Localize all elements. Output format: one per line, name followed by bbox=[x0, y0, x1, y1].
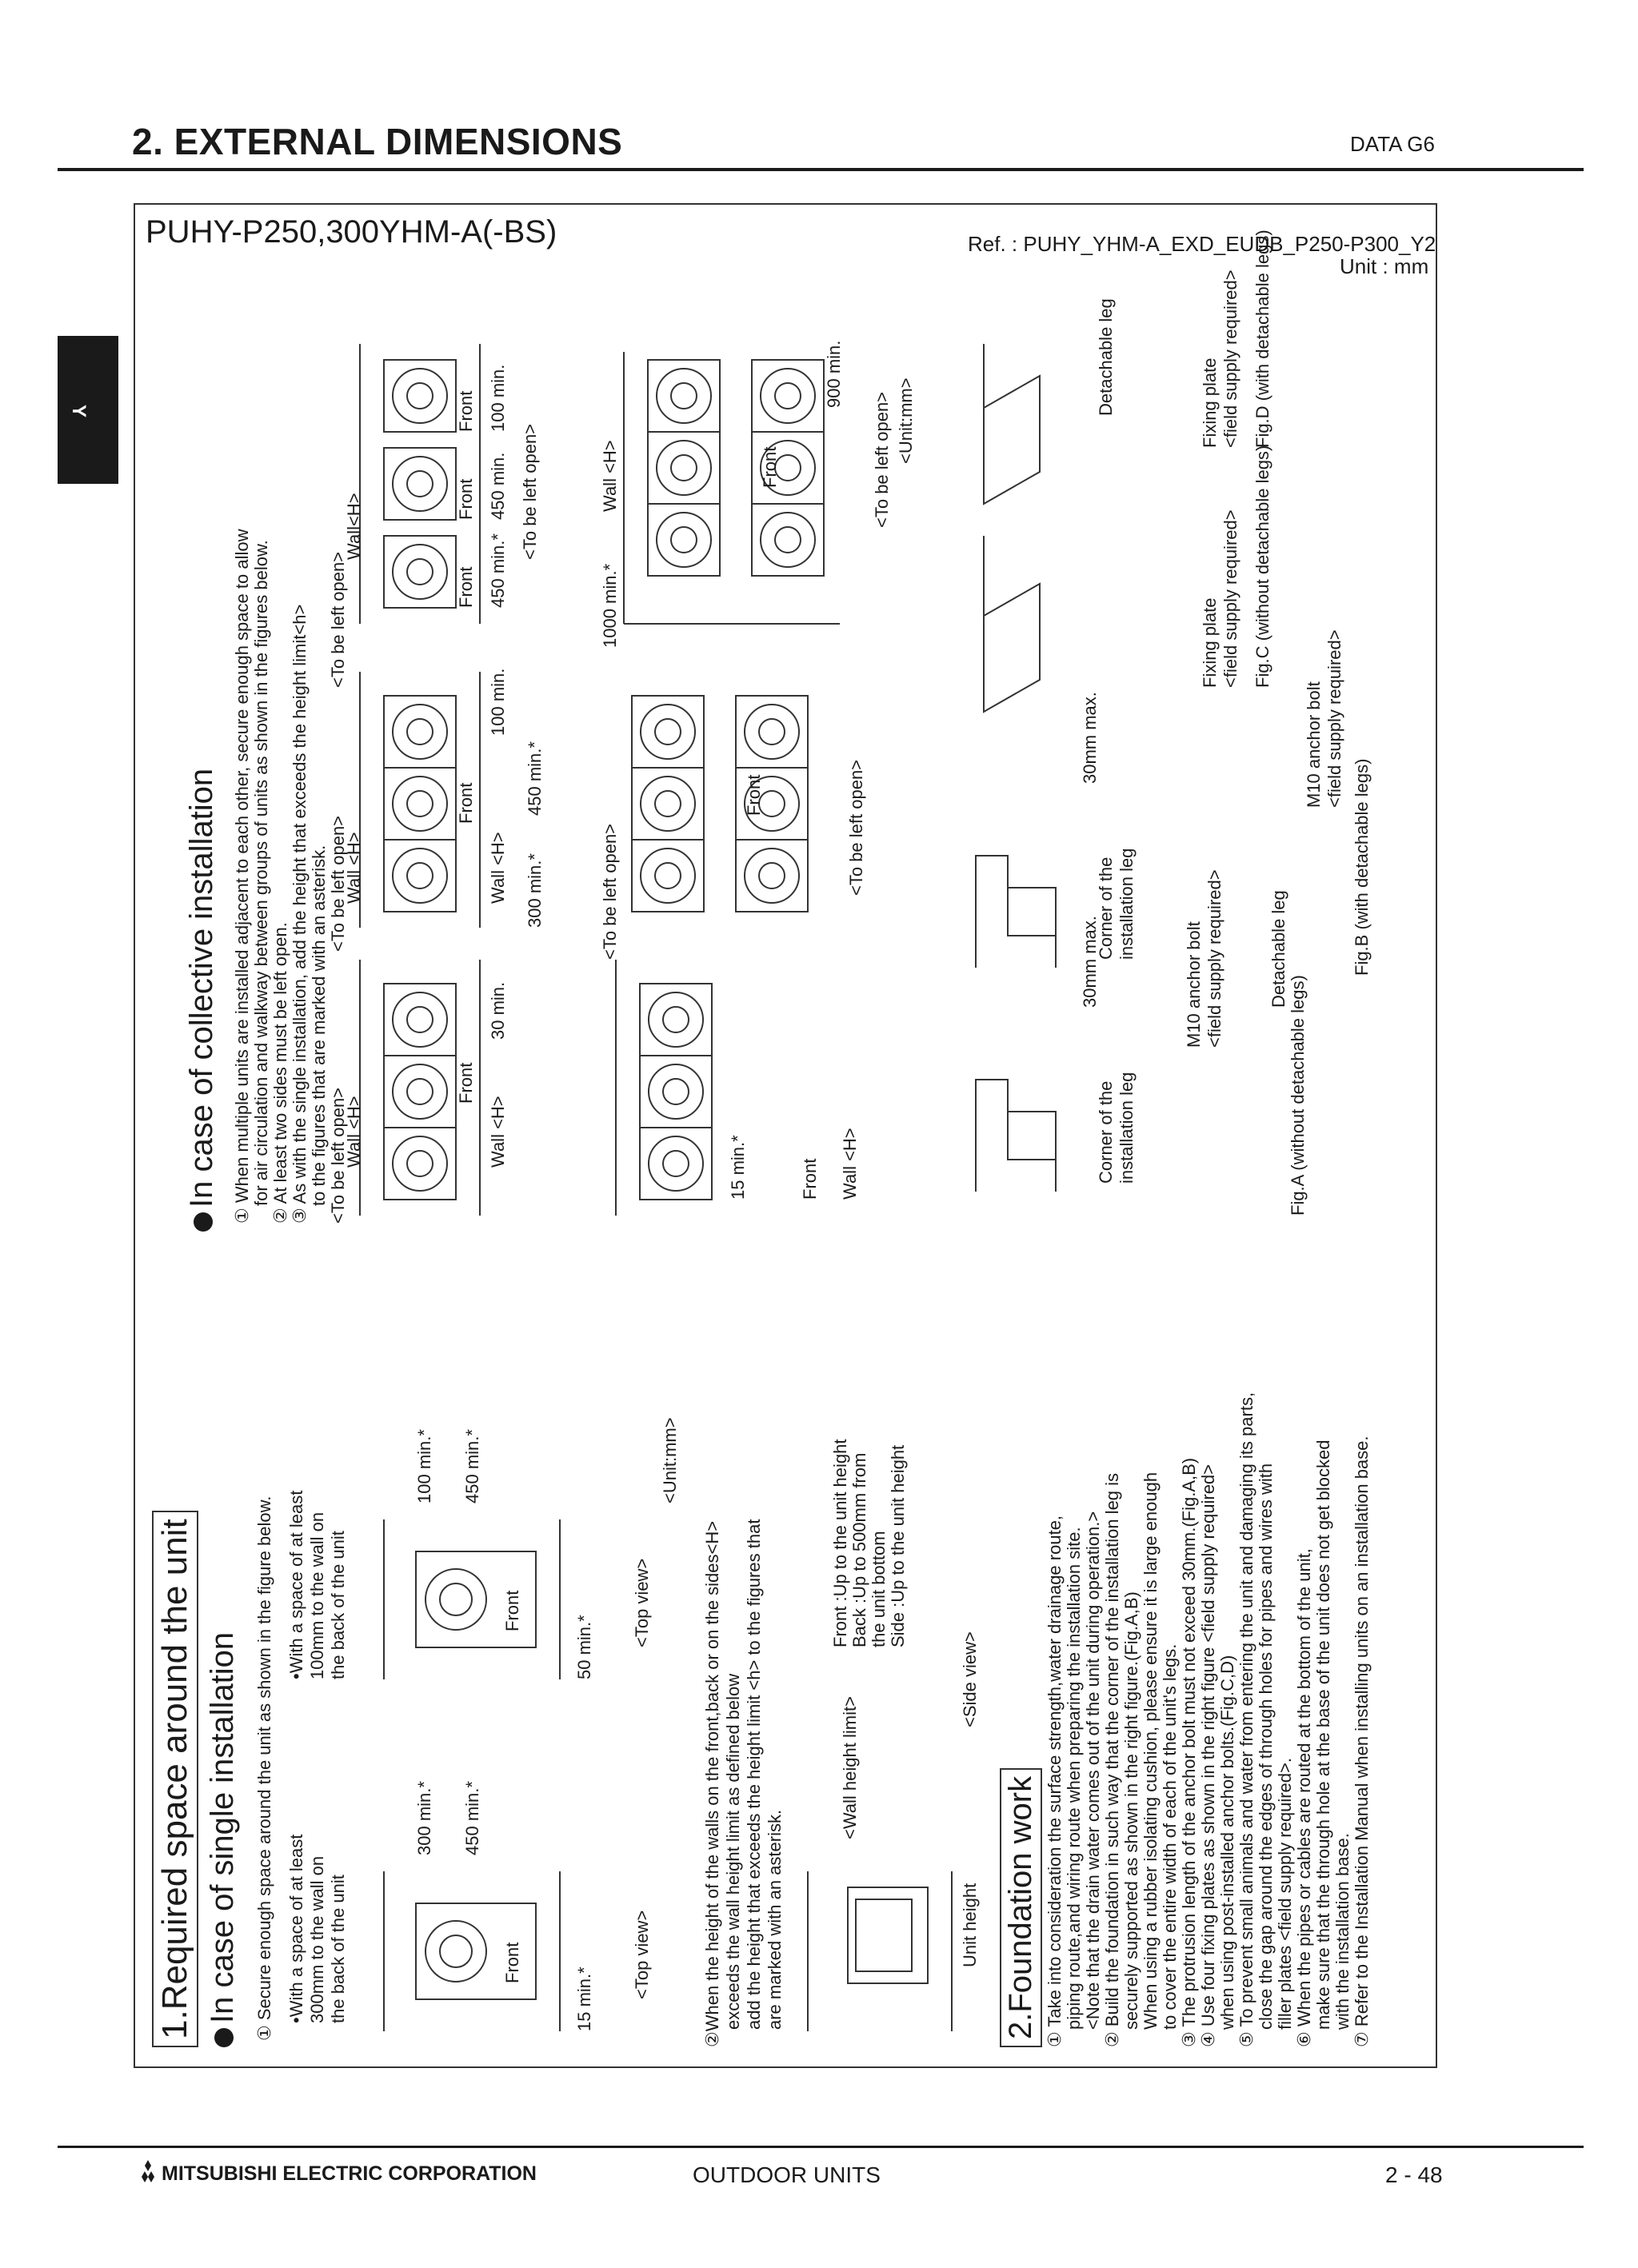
single-top-views bbox=[360, 1455, 616, 2031]
foundation-note: When using a rubber isolating cushion, please ensure it is large enough bbox=[1141, 1471, 1161, 2030]
anchor-label-1: M10 anchor bolt bbox=[1304, 681, 1324, 808]
fixing-label-2: <field supply required> bbox=[1221, 270, 1240, 448]
wall-h-label: Wall <H> bbox=[344, 1096, 364, 1168]
section1-title: 1.Required space around the unit bbox=[152, 1511, 198, 2047]
wall-limit-label: <Wall height limit> bbox=[840, 1696, 860, 1839]
corner-label-1: Corner of the bbox=[1096, 856, 1116, 960]
fixing-label-1: Fixing plate bbox=[1200, 597, 1220, 688]
wall-limit-1: Front :Up to the unit height bbox=[830, 1439, 850, 1647]
single-note-2-3: add the height that exceeds the height limit <h> to the figures that bbox=[744, 1519, 764, 2030]
foundation-note: piping route,and wiring route when preparing the installation site. bbox=[1064, 1527, 1084, 2030]
dim-300: 300 min.* bbox=[414, 1781, 434, 1855]
foundation-note: ⑥ When the pipes or cables are routed at the bottom of the unit, bbox=[1294, 1548, 1314, 2047]
front-label: Front bbox=[456, 478, 476, 520]
footer-section: OUTDOOR UNITS bbox=[693, 2162, 881, 2187]
collective-note: ② At least two sides must be left open. bbox=[270, 922, 290, 1224]
foundation-note: ⑦ Refer to the Installation Manual when installing units on an installation base. bbox=[1352, 1435, 1372, 2047]
open-label: <To be left open> bbox=[520, 423, 540, 560]
max30-label: 30mm max. bbox=[1080, 692, 1100, 784]
collective-heading bbox=[184, 769, 220, 1232]
foundation-note: filler plates <field supply required>. bbox=[1275, 1758, 1295, 2030]
front-label: Front bbox=[456, 1062, 476, 1104]
section2-title: 2.Foundation work bbox=[1000, 1768, 1042, 2047]
corner-label-2: installation leg bbox=[1117, 848, 1137, 960]
fixing-label-2: <field supply required> bbox=[1221, 509, 1240, 688]
mitsubishi-logo-icon bbox=[136, 2160, 160, 2182]
bullet-b-3: the back of the unit bbox=[328, 1531, 348, 1679]
front-label: Front bbox=[456, 566, 476, 608]
open-label: <To be left open> bbox=[328, 1087, 348, 1224]
dim-15: 15 min.* bbox=[728, 1135, 748, 1200]
wall-h-label: Wall<H> bbox=[344, 493, 364, 560]
wall-h-label: Wall <H> bbox=[600, 440, 620, 512]
dim-30: 30 min. bbox=[488, 981, 508, 1040]
dim-450: 450 min.* bbox=[462, 1429, 482, 1503]
foundation-note: ① Take into consideration the surface strength,water drainage route, bbox=[1045, 1515, 1065, 2047]
dim-100b: 100 min. bbox=[488, 668, 508, 736]
bullet-dot bbox=[214, 2028, 234, 2047]
dim-300: 300 min.* bbox=[525, 853, 545, 928]
figD-label: Fig.D (with detachable legs) bbox=[1252, 230, 1272, 448]
single-install-heading bbox=[205, 1632, 241, 2047]
foundation-note: ④ Use four fixing plates as shown in the right figure <field supply required> bbox=[1198, 1463, 1218, 2047]
collective-note: to the figures that are marked with an asterisk. bbox=[309, 845, 329, 1206]
open-label: <To be left open> bbox=[872, 391, 892, 528]
wall-h-label: Wall <H> bbox=[488, 1096, 508, 1168]
bullet-b-2: 100mm to the wall on bbox=[307, 1511, 327, 1679]
wall-h-label: Wall <H> bbox=[488, 832, 508, 904]
open-label: <To be left open> bbox=[328, 815, 348, 952]
max30-label: 30mm max. bbox=[1080, 916, 1100, 1008]
side-tab bbox=[58, 336, 118, 484]
fixing-label-1: Fixing plate bbox=[1200, 357, 1220, 448]
side-view-diagram bbox=[792, 1855, 968, 2031]
foundation-note: close the gap around the edges of through holes for pipes and wires with bbox=[1256, 1463, 1276, 2030]
open-label: <To be left open> bbox=[328, 551, 348, 688]
dim-900: 900 min. bbox=[824, 340, 844, 408]
wall-h-label: Wall <H> bbox=[344, 832, 364, 904]
side-tab-label: Y bbox=[68, 404, 90, 418]
unit-mm-label: <Unit:mm> bbox=[896, 377, 916, 464]
corner-label-2: installation leg bbox=[1117, 1072, 1137, 1184]
wall-h-label: Wall <H> bbox=[840, 1128, 860, 1200]
foundation-note: when using post-installed anchor bolts.(Fig.C,D) bbox=[1217, 1655, 1237, 2030]
dim-450: 450 min.* bbox=[462, 1781, 482, 1855]
dim-15: 15 min.* bbox=[574, 1967, 594, 2031]
header-rule bbox=[58, 168, 1584, 171]
front-label: Front bbox=[456, 782, 476, 824]
single-note-1: ① Secure enough space around the unit as shown in the figure below. bbox=[254, 1495, 274, 2041]
side-view-label: <Side view> bbox=[960, 1631, 980, 1727]
foundation-note: with the installation base. bbox=[1332, 1833, 1352, 2030]
open-label: <To be left open> bbox=[600, 823, 620, 960]
bullet-b-1: •With a space of at least bbox=[286, 1490, 306, 1679]
single-note-2-2: exceeds the wall height limit as defined below bbox=[723, 1673, 743, 2030]
collective-title: In case of collective installation bbox=[184, 768, 219, 1208]
bullet-dot bbox=[194, 1212, 213, 1232]
foundation-note: ⑤ To prevent small animals and water from entering the unit and damaging its parts, bbox=[1236, 1392, 1256, 2047]
foundation-note: <Note that the drain water comes out of the unit during operation.> bbox=[1083, 1511, 1103, 2030]
anchor-label-2: <field supply required> bbox=[1205, 869, 1225, 1048]
bullet-a-3: the back of the unit bbox=[328, 1875, 348, 2023]
unit-height-label: Unit height bbox=[960, 1883, 980, 1967]
dim-1000: 1000 min.* bbox=[600, 563, 620, 648]
figA-label: Fig.A (without detachable legs) bbox=[1288, 975, 1308, 1216]
front-label: Front bbox=[456, 390, 476, 432]
dim-450b: 450 min. bbox=[488, 452, 508, 520]
collective-row-2 bbox=[600, 272, 856, 1232]
bullet-a-2: 300mm to the wall on bbox=[307, 1855, 327, 2023]
unit-label: Unit : mm bbox=[1340, 254, 1429, 278]
dim-450: 450 min.* bbox=[488, 533, 508, 608]
unit-mm-label: <Unit:mm> bbox=[660, 1417, 680, 1503]
corporation-name: MITSUBISHI ELECTRIC CORPORATION bbox=[162, 2162, 537, 2185]
anchor-label-2: <field supply required> bbox=[1324, 629, 1344, 808]
foundation-note: make sure that the through hole at the base of the unit does not get blocked bbox=[1313, 1439, 1333, 2030]
foundation-note: to cover the entire width of each of the unit's legs. bbox=[1160, 1643, 1180, 2030]
front-label: Front bbox=[744, 774, 764, 816]
single-install-title: In case of single installation bbox=[205, 1631, 240, 2023]
anchor-label-1: M10 anchor bolt bbox=[1184, 921, 1204, 1048]
front-label: Front bbox=[800, 1158, 820, 1200]
wall-limit-4: Side :Up to the unit height bbox=[888, 1444, 908, 1647]
single-note-2-1: ②When the height of the walls on the front,back or on the sides<H> bbox=[702, 1520, 722, 2047]
collective-note: ③ As with the single installation, add the height that exceeds the height limit<h> bbox=[290, 604, 310, 1224]
dim-50: 50 min.* bbox=[574, 1615, 594, 1679]
reference-id: Ref. : PUHY_YHM-A_EXD_EUDB_P250-P300_Y2 bbox=[968, 232, 1436, 256]
foundation-note: ② Build the foundation in such way that the corner of the installation leg is bbox=[1102, 1472, 1122, 2047]
wall-limit-3: the unit bottom bbox=[869, 1531, 889, 1647]
collective-note: for air circulation and walkway between groups of units as shown in the figures below. bbox=[251, 540, 271, 1206]
open-label: <To be left open> bbox=[846, 759, 866, 896]
dim-100: 100 min.* bbox=[414, 1429, 434, 1503]
front-label: Front bbox=[502, 1942, 522, 1983]
collective-note: ① When multiple units are installed adjacent to each other, secure enough space to allow bbox=[232, 529, 252, 1224]
front-label: Front bbox=[502, 1590, 522, 1631]
footer-rule bbox=[58, 2146, 1584, 2148]
front-label: Front bbox=[760, 446, 780, 488]
page-title: 2. EXTERNAL DIMENSIONS bbox=[132, 121, 623, 162]
page-number: 2 - 48 bbox=[1385, 2162, 1443, 2187]
wall-limit-2: Back :Up to 500mm from bbox=[849, 1452, 869, 1647]
foundation-note: securely supported as shown in the right figure.(Fig.A,B) bbox=[1121, 1591, 1141, 2030]
bullet-a-1: •With a space of at least bbox=[286, 1834, 306, 2023]
figC-label: Fig.C (without detachable legs) bbox=[1252, 445, 1272, 688]
detachable-leg-label: Detachable leg bbox=[1268, 890, 1288, 1008]
top-view-label: <Top view> bbox=[632, 1558, 652, 1647]
single-note-2-4: are marked with an asterisk. bbox=[765, 1809, 785, 2030]
model-name: PUHY-P250,300YHM-A(-BS) bbox=[146, 214, 557, 250]
dim-450: 450 min.* bbox=[525, 741, 545, 816]
figB-label: Fig.B (with detachable legs) bbox=[1352, 758, 1372, 976]
foundation-note: ③ The protrusion length of the anchor bolt must not exceed 30mm.(Fig.A,B) bbox=[1179, 1457, 1199, 2047]
corner-label-1: Corner of the bbox=[1096, 1080, 1116, 1184]
top-view-label: <Top view> bbox=[632, 1910, 652, 1999]
data-code: DATA G6 bbox=[1350, 132, 1435, 156]
dim-100b: 100 min. bbox=[488, 364, 508, 432]
detachable-leg-label: Detachable leg bbox=[1096, 298, 1116, 416]
